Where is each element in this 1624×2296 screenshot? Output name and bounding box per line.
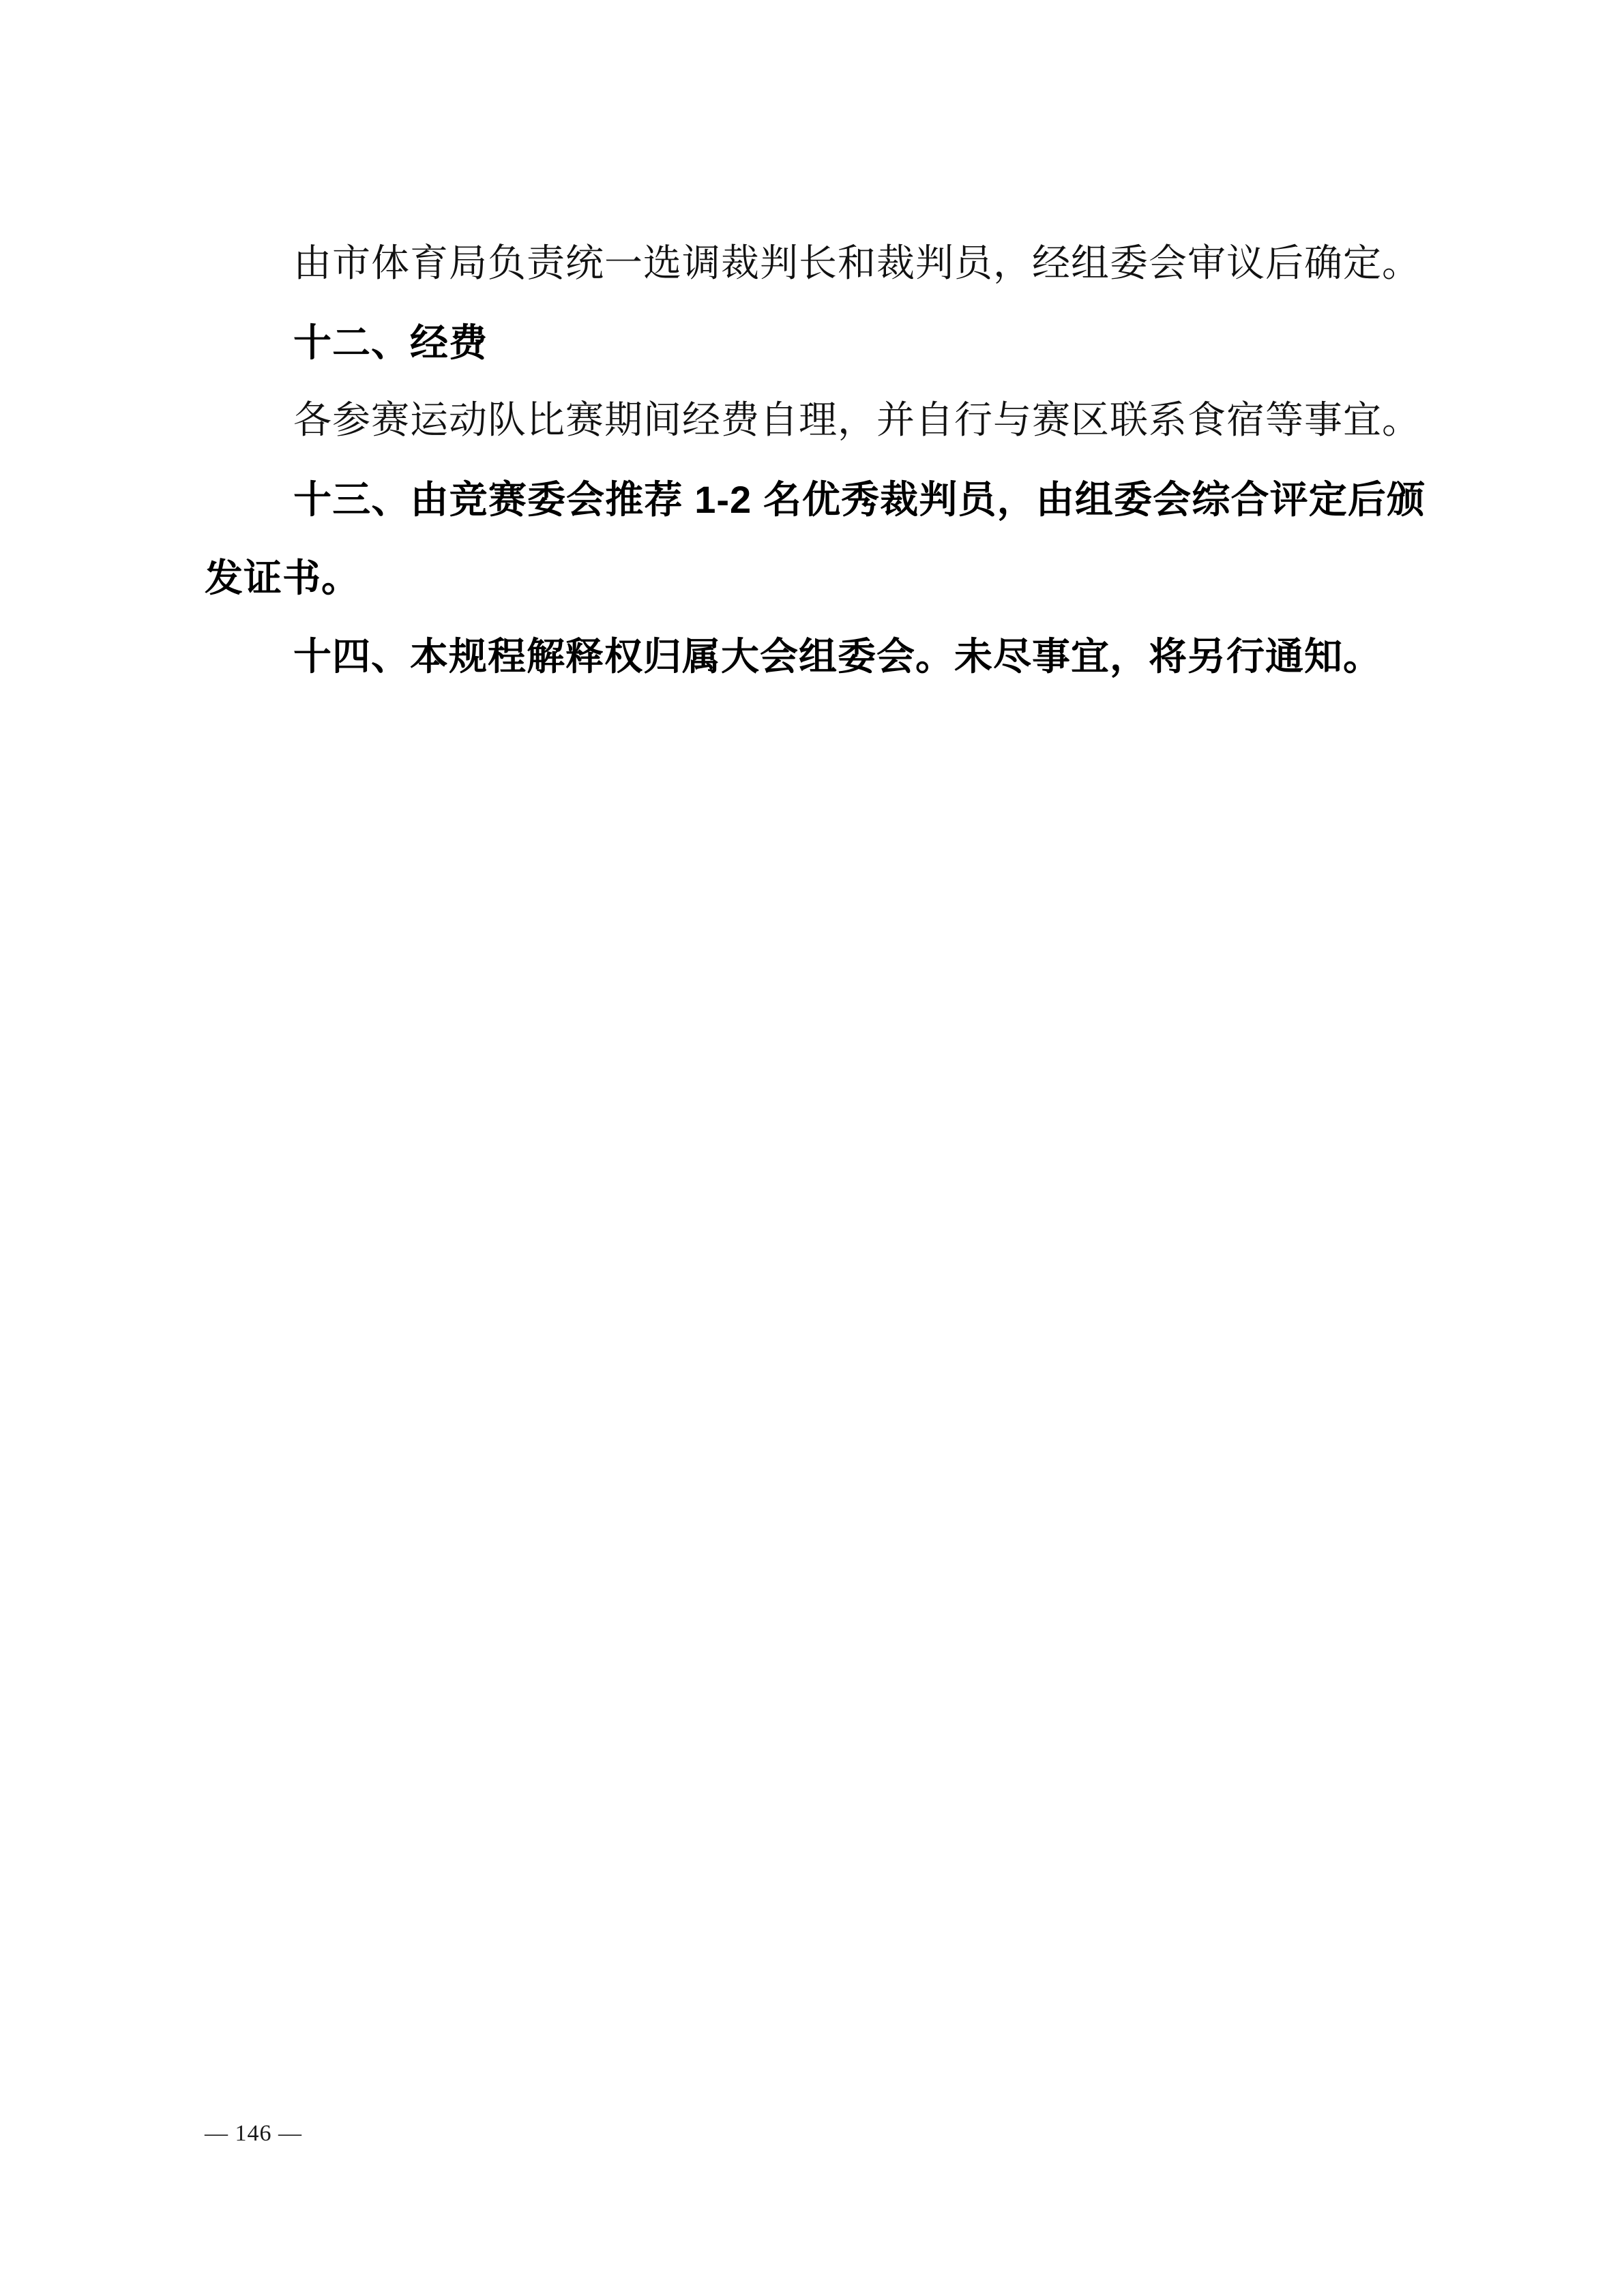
section-heading-12 bbox=[205, 303, 1426, 382]
paragraph-section-13 bbox=[205, 460, 1426, 617]
paragraph-text: 由市体育局负责统一选调裁判长和裁判员，经组委会审议后确定。 bbox=[293, 243, 1421, 285]
page-content bbox=[205, 225, 1426, 696]
paragraph-text: 各参赛运动队比赛期间经费自理，并自行与赛区联系食宿等事宜。 bbox=[293, 400, 1421, 442]
paragraph-text: 十三、由竞赛委会推荐 1-2 名优秀裁判员，由组委会综合评定后颁发证书。 bbox=[205, 478, 1426, 599]
paragraph-text: 十四、本规程解释权归属大会组委会。未尽事宜，将另行通知。 bbox=[293, 635, 1382, 678]
paragraph-funding bbox=[205, 382, 1426, 460]
paragraph-section-14 bbox=[205, 617, 1426, 696]
paragraph-referees bbox=[205, 225, 1426, 303]
page-number-footer: — 146 — bbox=[205, 2121, 302, 2146]
section-heading-text: 十二、经费 bbox=[293, 321, 488, 364]
